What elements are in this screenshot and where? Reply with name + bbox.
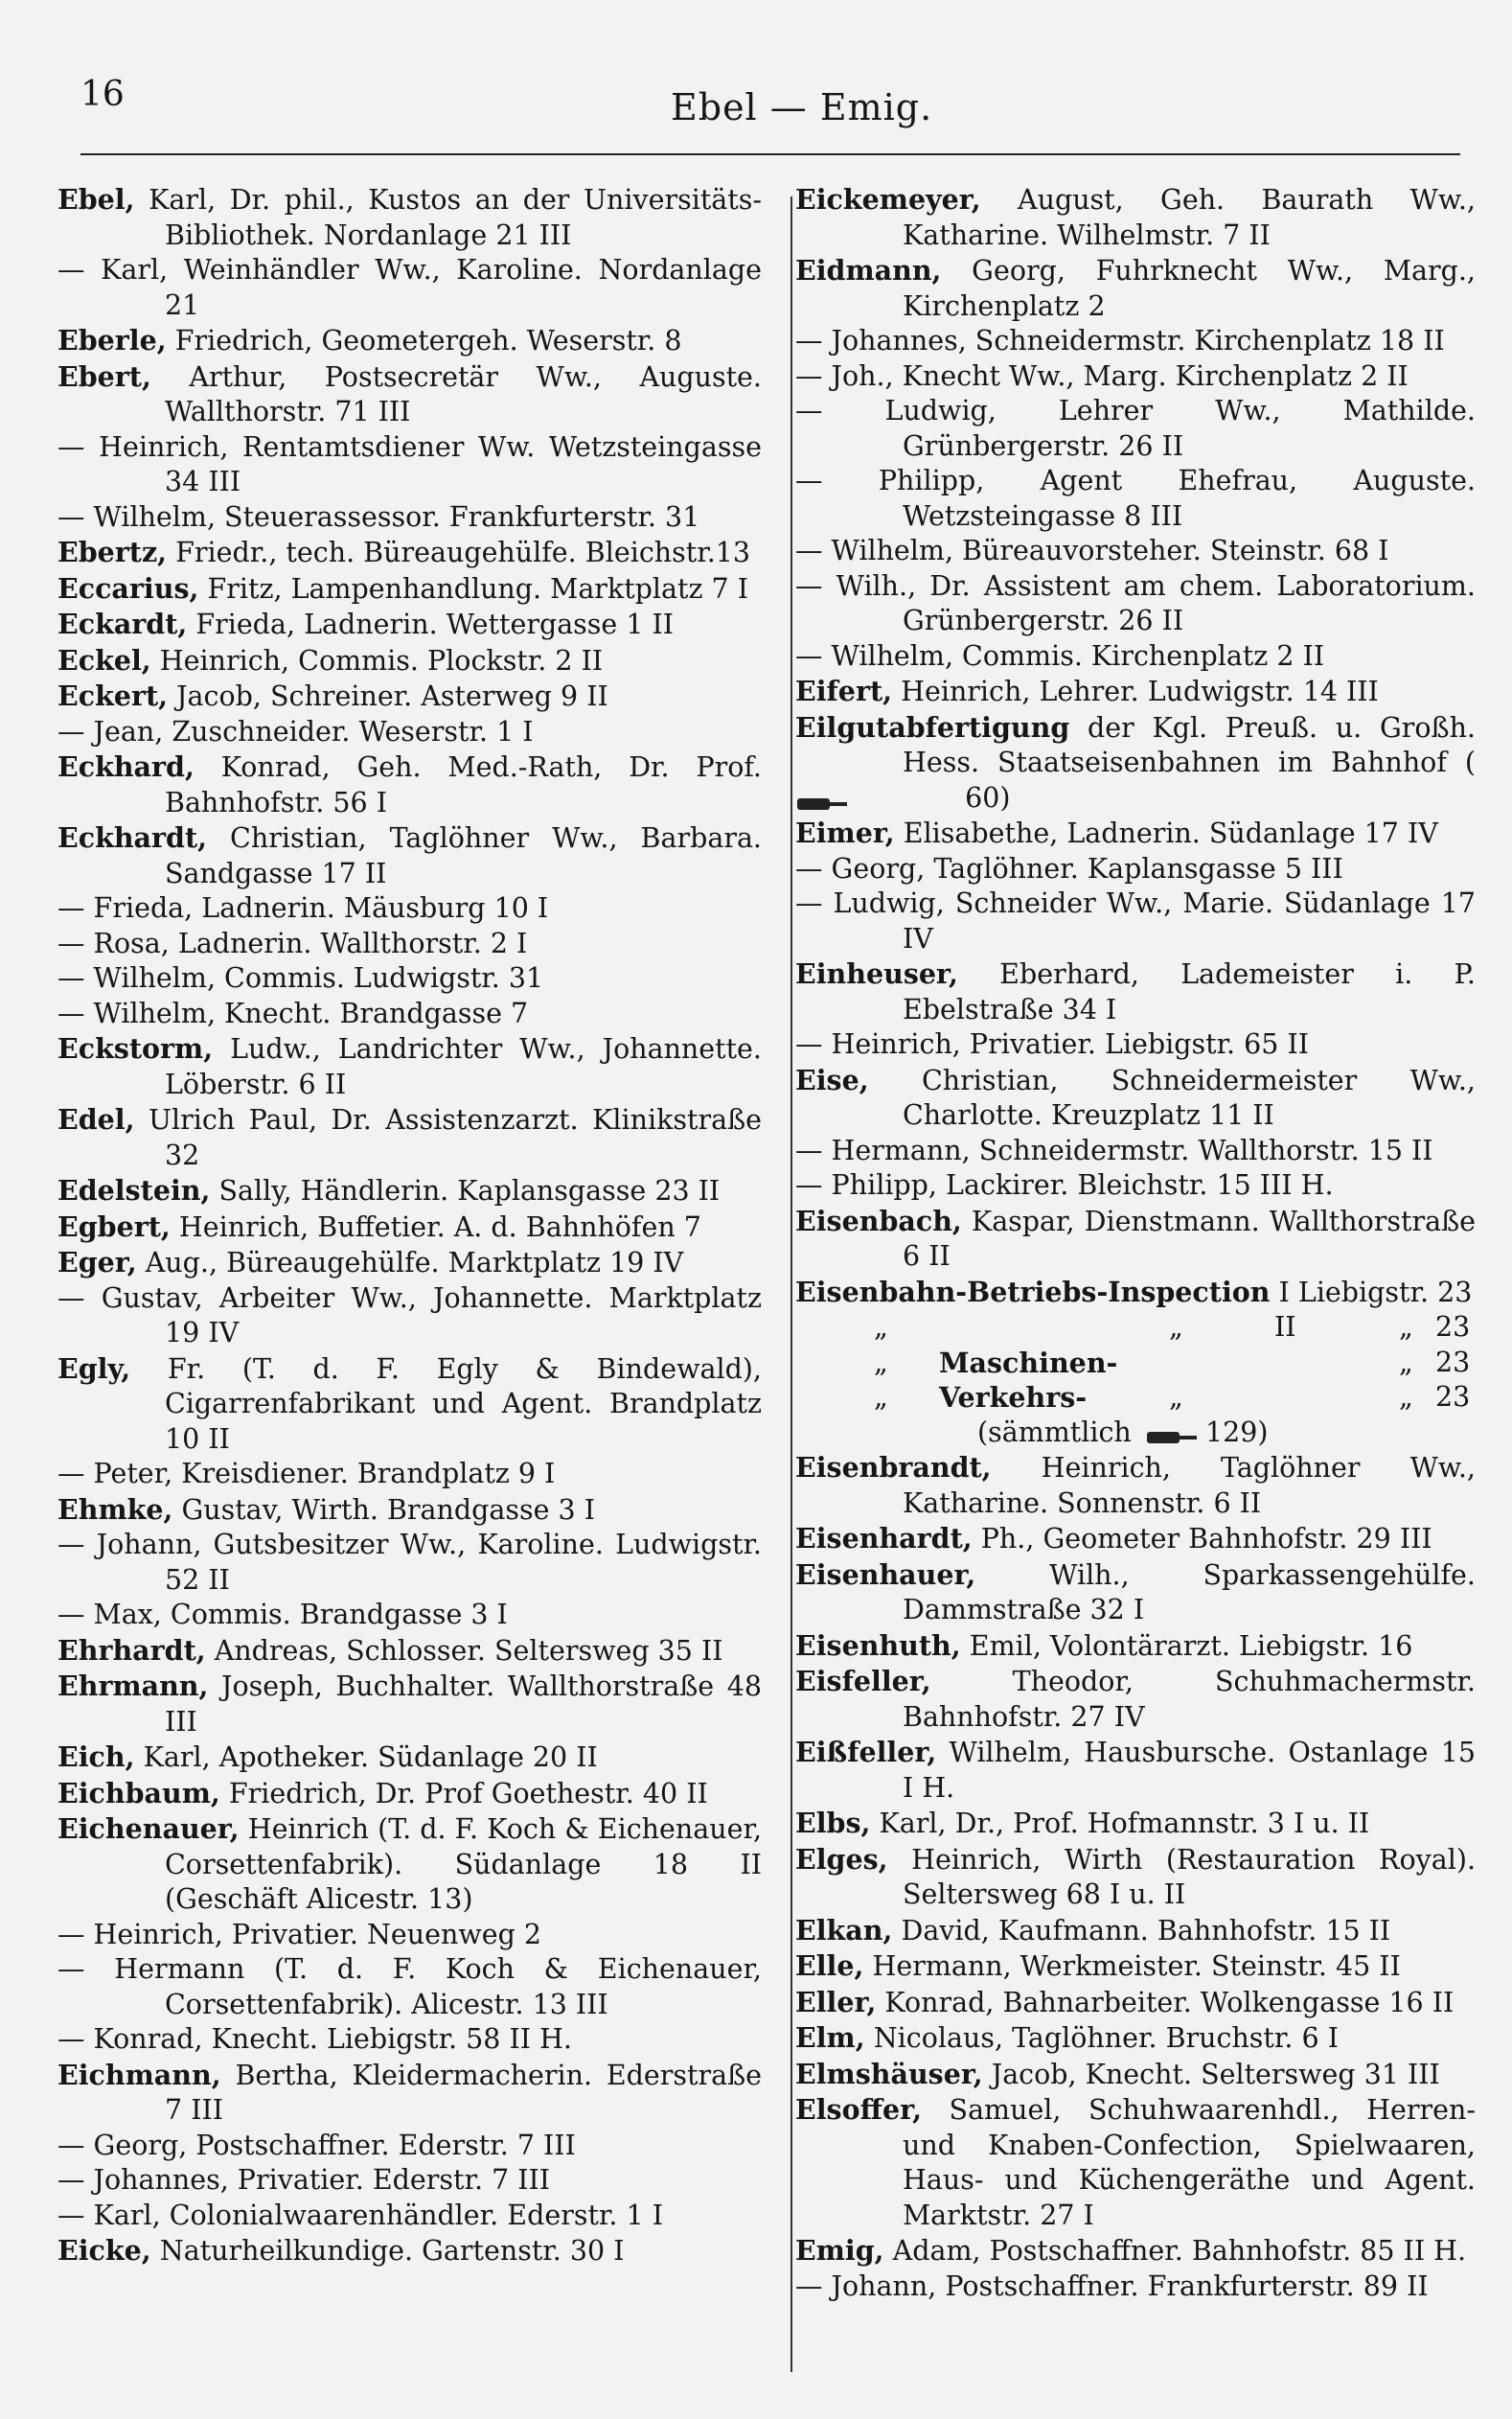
directory-entry	[57, 1210, 762, 1246]
entry-text: — Wilhelm, Büreauvorsteher. Steinstr. 68 I	[795, 535, 1389, 566]
directory-entry	[57, 1598, 762, 1633]
entry-name: Eicke,	[57, 2234, 151, 2267]
entry-text: Ulrich Paul, Dr. Assistenzarzt. Klinikstraße 32	[134, 1104, 762, 1171]
entry-text: I Liebigstr. 23	[1270, 1276, 1473, 1308]
entry-text: Jacob, Knecht. Seltersweg 31 III	[982, 2058, 1440, 2090]
entry-text: — Frieda, Ladnerin. Mäusburg 10 I	[57, 892, 549, 924]
entry-name: Elle,	[795, 1949, 864, 1982]
directory-entry	[795, 1063, 1476, 1134]
entry-name: Eichmann,	[57, 2058, 221, 2091]
entry-name: Edel,	[57, 1103, 135, 1136]
entry-name: Ehmke,	[57, 1492, 173, 1526]
entry-name: Elm,	[795, 2021, 865, 2054]
entry-name: Eisenbach,	[795, 1204, 962, 1237]
directory-entry	[57, 253, 762, 323]
running-head: Ebel — Emig.	[671, 86, 933, 128]
entry-text: Frieda, Ladnerin. Wettergasse 1 II	[187, 609, 675, 640]
directory-entry	[795, 2057, 1476, 2093]
directory-entry	[795, 394, 1476, 464]
entry-text: Arthur, Postsecretär Ww., Auguste. Wallthorstr. 71 III	[150, 360, 762, 427]
entry-text: — Heinrich, Privatier. Liebigstr. 65 II	[795, 1028, 1310, 1060]
directory-entry	[795, 1948, 1476, 1985]
entry-text: Heinrich, Taglöhner Ww., Katharine. Sonnenstr. 6 II	[903, 1452, 1476, 1519]
directory-entry	[57, 1492, 762, 1529]
entry-text: Konrad, Geh. Med.-Rath, Dr. Prof. Bahnhofstr. 56 I	[165, 751, 762, 818]
directory-entry	[795, 956, 1476, 1027]
entry-text: — Gustav, Arbeiter Ww., Johannette. Marktplatz 19 IV	[57, 1281, 762, 1348]
entry-text: — Hermann (T. d. F. Koch & Eichenauer, Corsettenfabrik). Alicestr. 13 III	[57, 1953, 762, 2020]
entry-name: Eimer,	[795, 817, 895, 849]
directory-entry	[57, 891, 762, 927]
entry-text: — Wilh., Dr. Assistent am chem. Laboratorium. Grünbergerstr. 26 II	[795, 569, 1476, 636]
entry-text: Fritz, Lampenhandlung. Marktplatz 7 I	[198, 572, 748, 605]
entry-text: Heinrich, Wirth (Restauration Royal). Seltersweg 68 I u. II	[887, 1843, 1476, 1910]
entry-text: — Johannes, Privatier. Ederstr. 7 III	[57, 2164, 551, 2196]
directory-entry	[795, 1735, 1476, 1806]
entry-name: Eichenauer,	[57, 1812, 240, 1845]
directory-entry	[57, 1351, 762, 1458]
entry-text: — Heinrich, Privatier. Neuenweg 2	[57, 1918, 542, 1950]
directory-entry	[795, 2092, 1476, 2233]
entry-name: Elges,	[795, 1842, 888, 1876]
entry-text: — Joh., Knecht Ww., Marg. Kirchenplatz 2 II	[795, 359, 1409, 392]
header-rule	[80, 153, 1460, 155]
right-column-part-a2	[795, 816, 1476, 1275]
directory-entry	[795, 710, 1476, 817]
directory-entry	[795, 639, 1476, 675]
page-number: 16	[80, 75, 125, 114]
entry-text: — Ludwig, Lehrer Ww., Mathilde. Grünbergerstr. 26 II	[795, 395, 1476, 462]
entry-name: Eccarius,	[57, 571, 199, 605]
street-number: 23	[1435, 1311, 1471, 1343]
entry-text: Wilhelm, Hausbursche. Ostanlage 15 I H.	[903, 1737, 1476, 1804]
entry-text: Theodor, Schuhmachermstr. Bahnhofstr. 27 IV	[903, 1666, 1476, 1733]
all-label: (sämmtlich	[977, 1416, 1132, 1448]
entry-name: Eckhardt,	[57, 821, 208, 854]
entry-name: Ehrhardt,	[57, 1633, 206, 1667]
directory-entry	[57, 1102, 762, 1173]
railway-row-3	[795, 1346, 1476, 1381]
entry-text: Emil, Volontärarzt. Liebigstr. 16	[960, 1629, 1413, 1662]
directory-entry	[795, 816, 1476, 852]
entry-name: Eichbaum,	[57, 1776, 220, 1809]
directory-entry	[57, 2129, 762, 2164]
entry-text: Elisabethe, Ladnerin. Südanlage 17 IV	[894, 818, 1438, 849]
entry-text: Heinrich, Buffetier. A. d. Bahnhöfen 7	[170, 1210, 701, 1243]
entry-text: — Karl, Weinhändler Ww., Karoline. Nordanlage 21	[57, 254, 762, 321]
directory-entry	[795, 1664, 1476, 1735]
entry-name: Eisenhauer,	[795, 1557, 976, 1591]
directory-entry	[795, 359, 1476, 395]
entry-name: Eidmann,	[795, 254, 942, 287]
entry-name: Egbert,	[57, 1210, 171, 1243]
entry-text: Bertha, Kleidermacherin. Ederstraße 7 III	[165, 2059, 762, 2126]
directory-entry	[795, 324, 1476, 359]
entry-name: Eise,	[795, 1063, 869, 1096]
directory-entry	[57, 1031, 762, 1102]
inspection-number: II	[1274, 1311, 1296, 1343]
railway-row-5	[795, 1416, 1476, 1451]
entry-name: Elsoffer,	[795, 2093, 922, 2126]
entry-name: Eisenbahn-Betriebs-Inspection	[795, 1275, 1271, 1308]
directory-entry	[795, 1027, 1476, 1063]
entry-name: Eisenhuth,	[795, 1628, 961, 1662]
entry-text: David, Kaufmann. Bahnhofstr. 15 II	[892, 1914, 1391, 1947]
directory-entry	[57, 571, 762, 608]
entry-name: Edelstein,	[57, 1174, 211, 1207]
entry-name: Eich,	[57, 1740, 135, 1773]
entry-text: — Konrad, Knecht. Liebigstr. 58 II H.	[57, 2023, 572, 2055]
left-column	[57, 182, 762, 2269]
ditto-mark: „	[1399, 1346, 1413, 1378]
directory-entry	[795, 1204, 1476, 1275]
eilgut-ref: 60)	[965, 781, 1011, 814]
entry-text: — Wilhelm, Commis. Kirchenplatz 2 II	[795, 639, 1325, 672]
directory-entry	[795, 674, 1476, 710]
entry-text: — Ludwig, Schneider Ww., Marie. Südanlage 17 IV	[795, 887, 1476, 955]
entry-text: Ludw., Landrichter Ww., Johannette. Löberstr. 6 II	[165, 1033, 762, 1100]
ditto-mark: „	[1169, 1311, 1183, 1343]
entry-name: Eilgutabfertigung	[795, 710, 1070, 744]
column-divider	[790, 196, 792, 2372]
entry-text: Gustav, Wirth. Brandgasse 3 I	[172, 1493, 595, 1526]
directory-entry	[795, 569, 1476, 639]
entry-text: — Wilhelm, Steuerassessor. Frankfurterstr. 31	[57, 500, 700, 533]
directory-entry	[795, 1985, 1476, 2021]
entry-text: Sally, Händlerin. Kaplansgasse 23 II	[210, 1175, 721, 1207]
directory-entry	[57, 1669, 762, 1739]
directory-entry	[57, 1952, 762, 2022]
directory-entry	[57, 607, 762, 643]
ditto-mark: „	[874, 1346, 888, 1378]
entry-name: Egly,	[57, 1351, 131, 1385]
railway-row-4	[795, 1380, 1476, 1416]
directory-entry	[795, 534, 1476, 569]
ditto-mark: „	[874, 1311, 888, 1343]
ditto-mark: „	[1169, 1381, 1183, 1413]
directory-entry	[57, 715, 762, 750]
entry-text: Karl, Dr. phil., Kustos an der Universitäts-Bibliothek. Nordanlage 21 III	[134, 184, 762, 251]
entry-text: — Johann, Gutsbesitzer Ww., Karoline. Ludwigstr. 52 II	[57, 1529, 762, 1596]
directory-entry	[57, 961, 762, 997]
directory-entry	[795, 1628, 1476, 1665]
entry-name: Eller,	[795, 1985, 877, 2018]
directory-entry	[795, 253, 1476, 324]
entry-text: August, Geh. Baurath Ww., Katharine. Wilhelmstr. 7 II	[903, 184, 1476, 251]
entry-name: Eisenhardt,	[795, 1522, 973, 1555]
right-column-part-a	[795, 182, 1476, 816]
entry-name: Eißfeller,	[795, 1736, 937, 1768]
entry-name: Eisfeller,	[795, 1665, 931, 1697]
entry-text: Nicolaus, Taglöhner. Bruchstr. 6 I	[864, 2022, 1339, 2054]
directory-entry	[795, 1275, 1476, 1311]
entry-text: — Wilhelm, Commis. Ludwigstr. 31	[57, 962, 544, 994]
entry-text: — Karl, Colonialwaarenhändler. Ederstr. 1 I	[57, 2199, 663, 2231]
directory-entry	[57, 679, 762, 715]
entry-text: — Hermann, Schneidermstr. Wallthorstr. 15 II	[795, 1134, 1433, 1166]
entry-name: Emig,	[795, 2234, 884, 2267]
directory-entry	[795, 182, 1476, 253]
entry-text: Andreas, Schlosser. Seltersweg 35 II	[205, 1634, 723, 1667]
entry-text: Konrad, Bahnarbeiter. Wolkengasse 16 II	[876, 1986, 1455, 2018]
entry-name: Eifert,	[795, 675, 893, 707]
entry-text: Christian, Schneidermeister Ww., Charlotte. Kreuzplatz 11 II	[868, 1064, 1476, 1131]
directory-entry	[795, 464, 1476, 534]
entry-text: — Heinrich, Rentamtsdiener Ww. Wetzsteingasse 34 III	[57, 430, 762, 497]
entry-name: Einheuser,	[795, 957, 958, 990]
entry-text: Wilh., Sparkassengehülfe. Dammstraße 32 I	[903, 1558, 1476, 1625]
entry-name: Eckel,	[57, 643, 151, 677]
traffic-label: Verkehrs-	[939, 1381, 1088, 1414]
entry-name: Ehrmann,	[57, 1670, 209, 1702]
entry-text: — Philipp, Agent Ehefrau, Auguste. Wetzsteingasse 8 III	[795, 465, 1476, 532]
entry-text: Karl, Dr., Prof. Hofmannstr. 3 I u. II	[870, 1808, 1370, 1839]
directory-entry	[795, 1450, 1476, 1521]
entry-text: — Philipp, Lackirer. Bleichstr. 15 III H.	[795, 1169, 1334, 1201]
entry-text: Naturheilkundige. Gartenstr. 30 I	[150, 2235, 625, 2267]
directory-entry	[795, 1806, 1476, 1842]
entry-text: — Max, Commis. Brandgasse 3 I	[57, 1599, 508, 1630]
directory-entry	[57, 2058, 762, 2129]
entry-text: Heinrich (T. d. F. Koch & Eichenauer, Corsettenfabrik). Südanlage 18 II (Geschäft Alicestr. 13)	[165, 1813, 762, 1915]
entry-text: — Johann, Postschaffner. Frankfurterstr. 89 II	[795, 2269, 1429, 2302]
directory-entry	[57, 927, 762, 962]
entry-name: Elmshäuser,	[795, 2057, 983, 2090]
right-column	[795, 182, 1476, 2304]
directory-entry	[57, 430, 762, 500]
entry-text: Aug., Büreaugehülfe. Marktplatz 19 IV	[136, 1247, 684, 1279]
entry-text: Ph., Geometer Bahnhofstr. 29 III	[972, 1523, 1432, 1555]
directory-entry	[57, 359, 762, 430]
entry-name: Ebertz,	[57, 536, 168, 568]
ditto-mark: „	[1399, 1311, 1413, 1343]
entry-text: Friedrich, Dr. Prof Goethestr. 40 II	[219, 1777, 708, 1809]
railway-block	[795, 1275, 1476, 1451]
entry-name: Eger,	[57, 1246, 137, 1279]
entry-name: Eckardt,	[57, 608, 188, 640]
directory-entry	[57, 500, 762, 536]
entry-text: Eberhard, Lademeister i. P. Ebelstraße 34 I	[903, 958, 1476, 1025]
directory-entry	[795, 2269, 1476, 2305]
entry-text: Joseph, Buchhalter. Wallthorstraße 48 III	[165, 1670, 762, 1738]
entry-name: Elkan,	[795, 1913, 893, 1947]
directory-entry	[57, 997, 762, 1032]
directory-entry	[57, 1281, 762, 1351]
entry-name: Eisenbrandt,	[795, 1451, 992, 1484]
entry-text: Kaspar, Dienstmann. Wallthorstraße 6 II	[903, 1205, 1476, 1272]
railway-row-2	[795, 1310, 1476, 1346]
entry-name: Ebert,	[57, 359, 151, 393]
pointing-hand-icon	[1145, 1422, 1199, 1443]
entry-name: Elbs,	[795, 1807, 871, 1839]
directory-entry	[795, 852, 1476, 887]
entry-text: Friedrich, Geometergeh. Weserstr. 8	[166, 325, 682, 357]
entry-text: Karl, Apotheker. Südanlage 20 II	[134, 1741, 598, 1773]
entry-name: Eberle,	[57, 324, 167, 357]
entry-name: Eickemeyer,	[795, 183, 981, 216]
entry-text: — Wilhelm, Knecht. Brandgasse 7	[57, 997, 529, 1029]
ditto-mark: „	[874, 1381, 888, 1413]
entry-text: — Georg, Taglöhner. Kaplansgasse 5 III	[795, 852, 1343, 885]
machine-label: Maschinen-	[939, 1346, 1118, 1379]
entry-text: Hermann, Werkmeister. Steinstr. 45 II	[863, 1950, 1401, 1982]
directory-entry	[795, 1557, 1476, 1628]
pointing-hand-icon	[903, 789, 956, 810]
entry-text: Fr. (T. d. F. Egly & Bindewald), Cigarrenfabrikant und Agent. Brandplatz 10 II	[130, 1352, 762, 1455]
entry-text: Georg, Fuhrknecht Ww., Marg., Kirchenplatz 2	[903, 255, 1476, 322]
directory-entry	[795, 1913, 1476, 1949]
directory-entry	[57, 323, 762, 359]
directory-entry	[795, 2233, 1476, 2269]
directory-entry	[57, 1739, 762, 1776]
directory-entry	[795, 1521, 1476, 1557]
directory-entry	[795, 2020, 1476, 2057]
directory-entry	[57, 1776, 762, 1812]
all-ref: 129)	[1205, 1416, 1269, 1448]
entry-text: Friedr., tech. Büreaugehülfe. Bleichstr.13	[167, 537, 751, 568]
entry-text: — Jean, Zuschneider. Weserstr. 1 I	[57, 715, 534, 748]
directory-entry	[57, 2233, 762, 2269]
directory-entry	[57, 2163, 762, 2199]
directory-entry	[57, 1918, 762, 1953]
directory-entry	[57, 1457, 762, 1492]
entry-name: Eckstorm,	[57, 1032, 214, 1065]
directory-entry	[57, 1633, 762, 1670]
entry-text: der Kgl. Preuß. u. Großh. Hess. Staatseisenbahnen im Bahnhof (	[903, 711, 1476, 778]
entry-text: Heinrich, Commis. Plockstr. 2 II	[150, 644, 604, 677]
directory-entry	[57, 1245, 762, 1281]
entry-text: Christian, Taglöhner Ww., Barbara. Sandgasse 17 II	[165, 822, 762, 889]
directory-entry	[57, 820, 762, 891]
directory-entry	[57, 2022, 762, 2058]
directory-entry	[57, 643, 762, 680]
entry-text: — Peter, Kreisdiener. Brandplatz 9 I	[57, 1458, 556, 1489]
entry-text: Samuel, Schuhwaarenhdl., Herren- und Knaben-Confection, Spielwaaren, Haus- und Küchengeräthe und Agent. Marktstr. 27 I	[903, 2094, 1476, 2231]
entry-name: Ebel,	[57, 183, 135, 216]
directory-entry	[795, 1842, 1476, 1913]
directory-entry	[57, 749, 762, 820]
directory-entry	[57, 182, 762, 253]
entry-text: — Rosa, Ladnerin. Wallthorstr. 2 I	[57, 927, 528, 959]
entry-text: Jacob, Schreiner. Asterweg 9 II	[168, 680, 608, 712]
entry-text: Heinrich, Lehrer. Ludwigstr. 14 III	[892, 676, 1379, 707]
street-number: 23	[1435, 1381, 1471, 1413]
entry-name: Eckert,	[57, 680, 169, 712]
directory-entry	[57, 2199, 762, 2234]
directory-entry	[795, 1168, 1476, 1204]
directory-entry	[795, 887, 1476, 956]
directory-entry	[57, 1528, 762, 1598]
entry-name: Eckhard,	[57, 750, 195, 783]
street-number: 23	[1435, 1346, 1471, 1378]
right-column-part-b	[795, 1450, 1476, 2304]
directory-entry	[795, 1134, 1476, 1169]
directory-entry	[57, 535, 762, 571]
directory-entry	[57, 1811, 762, 1918]
entry-text: — Georg, Postschaffner. Ederstr. 7 III	[57, 2129, 576, 2161]
entry-text: — Johannes, Schneidermstr. Kirchenplatz 18 II	[795, 325, 1445, 357]
directory-entry	[57, 1173, 762, 1210]
ditto-mark: „	[1399, 1381, 1413, 1413]
entry-text: Adam, Postschaffner. Bahnhofstr. 85 II H.	[883, 2235, 1467, 2267]
